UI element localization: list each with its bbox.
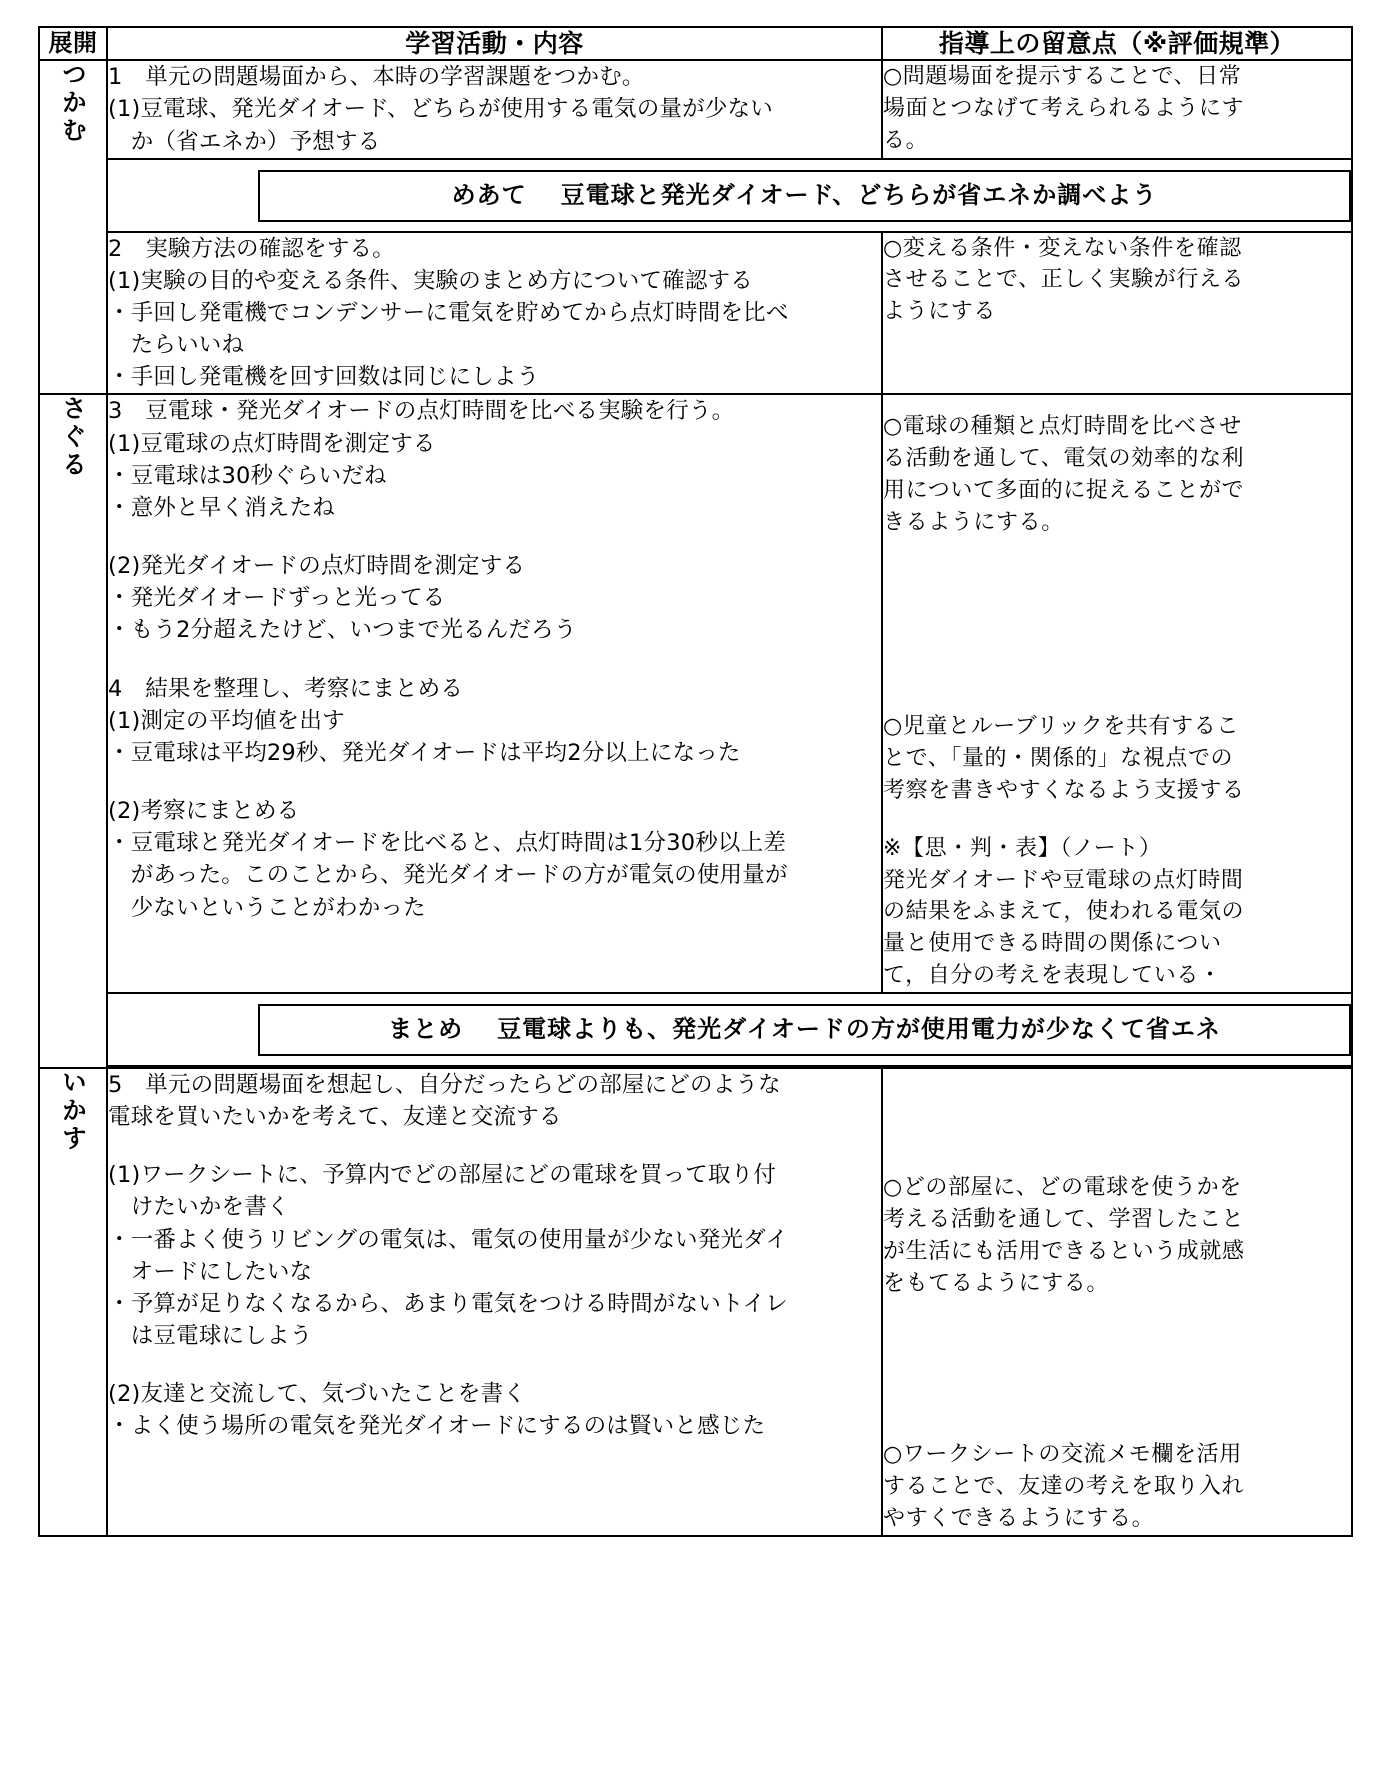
activity-line: ・手回し発電機でコンデンサーに電気を貯めてから点灯時間を比べ [108, 299, 789, 326]
notes-line: ○変える条件・変えない条件を確認 [883, 235, 1242, 261]
meate-banner [258, 170, 1351, 222]
phase-cell-saguru [39, 394, 107, 1067]
activity-line: ・豆電球は平均29秒、発光ダイオードは平均2分以上になった [108, 739, 741, 766]
activity-line: ・豆電球と発光ダイオードを比べると、点灯時間は1分30秒以上差 [108, 830, 787, 857]
notes-cell-saguru-1 [882, 394, 1352, 993]
activity-line: (1)実験の目的や変える条件、実験のまとめ方について確認する [108, 267, 753, 294]
activity-cell-tsukamu-2 [107, 232, 882, 395]
notes-line: 考える活動を通して、学習したこと [883, 1206, 1245, 1232]
activity-cell-saguru-1 [107, 394, 882, 993]
notes-line: 量と使用できる時間の関係につい [883, 931, 1222, 957]
activity-line: 3 豆電球・発光ダイオードの点灯時間を比べる実験を行う。 [108, 398, 735, 425]
phase-cell-tsukamu [39, 60, 107, 394]
notes-line: することで、友達の考えを取り入れ [883, 1474, 1245, 1500]
activity-line: ・意外と早く消えたね [108, 494, 336, 521]
notes-line: とで、「量的・関係的」な視点での [883, 745, 1234, 771]
activity-line: オードにしたいな [108, 1258, 313, 1285]
activity-line: 1 単元の問題場面から、本時の学習課題をつかむ。 [108, 64, 645, 91]
activity-line: は豆電球にしよう [108, 1323, 313, 1350]
notes-line: させることで、正しく実験が行える [883, 267, 1245, 293]
notes-line: 用について多面的に捉えることがで [883, 478, 1245, 504]
column-header-activity: 学習活動・内容 [107, 27, 882, 60]
paragraph-spacer [108, 524, 881, 550]
notes-gap [883, 1299, 1351, 1439]
notes-top-spacer [883, 395, 1351, 411]
lesson-plan-table [38, 26, 1353, 1537]
activity-line: たらいいね [108, 332, 245, 359]
activity-line: ・一番よく使うリビングの電気は、電気の使用量が少ない発光ダイ [108, 1226, 789, 1253]
notes-line: が生活にも活用できるという成就感 [883, 1238, 1245, 1264]
phase-label-saguru: さぐる [58, 395, 88, 480]
banner-cell-meate [107, 159, 1352, 232]
notes-line: 場面とつなげて考えられるようにす [883, 96, 1245, 122]
notes-line: ようにする [883, 299, 997, 325]
notes-line: 考察を書きやすくなるよう支援する [883, 777, 1245, 803]
notes-line: ○問題場面を提示することで、日常 [883, 64, 1242, 90]
activity-line: (1)豆電球の点灯時間を測定する [108, 430, 436, 457]
paragraph-spacer [108, 769, 881, 795]
notes-line: 発光ダイオードや豆電球の点灯時間 [883, 867, 1244, 893]
phase-cell-ikasu [39, 1068, 107, 1536]
notes-cell-tsukamu-2 [882, 232, 1352, 395]
table-header-row [39, 27, 1352, 60]
notes-line: ※【思・判・表】（ノート） [883, 835, 1162, 861]
column-header-phase: 展開 [39, 27, 107, 60]
notes-line: やすくできるようにする。 [883, 1506, 1155, 1532]
activity-line: (2)発光ダイオードの点灯時間を測定する [108, 553, 526, 580]
paragraph-spacer [108, 647, 881, 673]
notes-line: をもてるようにする。 [883, 1270, 1110, 1296]
activity-line: けたいかを書く [108, 1194, 290, 1221]
matome-text: 豆電球よりも、発光ダイオードの方が使用電力が少なくて省エネ [497, 1015, 1221, 1044]
activity-line: (2)友達と交流して、気づいたことを書く [108, 1381, 526, 1408]
activity-line: ・よく使う場所の電気を発光ダイオードにするのは賢いと感じた [108, 1413, 766, 1440]
activity-line: ・発光ダイオードずっと光ってる [108, 585, 446, 612]
banner-row-meate [39, 159, 1352, 232]
activity-line: ・豆電球は30秒ぐらいだね [108, 462, 387, 489]
activity-line: ・予算が足りなくなるから、あまり電気をつける時間がないトイレ [108, 1290, 788, 1317]
notes-line: ○電球の種類と点灯時間を比べさせ [883, 414, 1242, 440]
meate-keyword: めあて [451, 180, 527, 209]
notes-line: る活動を通して、電気の効率的な利 [883, 446, 1245, 472]
phase-label-tsukamu: つかむ [58, 61, 88, 146]
section-row-tsukamu-2 [39, 232, 1352, 395]
activity-cell-tsukamu-1 [107, 60, 882, 159]
section-row-saguru-1 [39, 394, 1352, 993]
activity-line: 少ないということがわかった [108, 894, 426, 921]
notes-line: の結果をふまえて，使われる電気の [883, 899, 1245, 925]
notes-line: て，自分の考えを表現している・ [883, 963, 1222, 989]
activity-line: 5 単元の問題場面を想起し、自分だったらどの部屋にどのような [108, 1071, 781, 1098]
notes-line: ○ワークシートの交流メモ欄を活用 [883, 1442, 1242, 1468]
activity-line: (1)豆電球、発光ダイオード、どちらが使用する電気の量が少ない [108, 96, 773, 123]
notes-top-gap [883, 1069, 1351, 1172]
activity-line: があった。このことから、発光ダイオードの方が電気の使用量が [108, 862, 788, 889]
activity-line: 4 結果を整理し、考察にまとめる [108, 675, 464, 702]
notes-gap [883, 807, 1351, 833]
column-header-notes: 指導上の留意点（※評価規準） [882, 27, 1352, 60]
matome-keyword: まとめ [388, 1015, 464, 1044]
notes-line: きるようにする。 [883, 510, 1064, 536]
activity-line: (1)ワークシートに、予算内でどの部屋にどの電球を買って取り付 [108, 1162, 777, 1189]
activity-line: (1)測定の平均値を出す [108, 707, 345, 734]
notes-line: ○どの部屋に、どの電球を使うかを [883, 1174, 1242, 1200]
activity-line: 電球を買いたいかを考えて、友達と交流する [108, 1104, 562, 1131]
activity-line: ・もう2分超えたけど、いつまで光るんだろう [108, 617, 577, 644]
paragraph-spacer [108, 1352, 881, 1378]
banner-row-matome [39, 993, 1352, 1066]
notes-cell-tsukamu-1 [882, 60, 1352, 159]
notes-line: ○児童とルーブリックを共有するこ [883, 713, 1239, 739]
activity-cell-ikasu [107, 1068, 882, 1536]
activity-line: か（省エネか）予想する [108, 128, 381, 155]
section-row-tsukamu-1 [39, 60, 1352, 159]
activity-line: ・手回し発電機を回す回数は同じにしよう [108, 364, 540, 391]
phase-label-ikasu: いかす [58, 1068, 88, 1153]
paragraph-spacer [108, 1133, 881, 1159]
banner-cell-matome [107, 993, 1352, 1066]
activity-line: 2 実験方法の確認をする。 [108, 235, 395, 262]
notes-gap [883, 539, 1351, 711]
meate-text: 豆電球と発光ダイオード、どちらが省エネか調べよう [560, 180, 1158, 209]
matome-banner [258, 1004, 1351, 1056]
notes-cell-ikasu [882, 1068, 1352, 1536]
section-row-ikasu [39, 1068, 1352, 1536]
notes-line: る。 [883, 128, 929, 154]
activity-line: (2)考察にまとめる [108, 798, 300, 825]
